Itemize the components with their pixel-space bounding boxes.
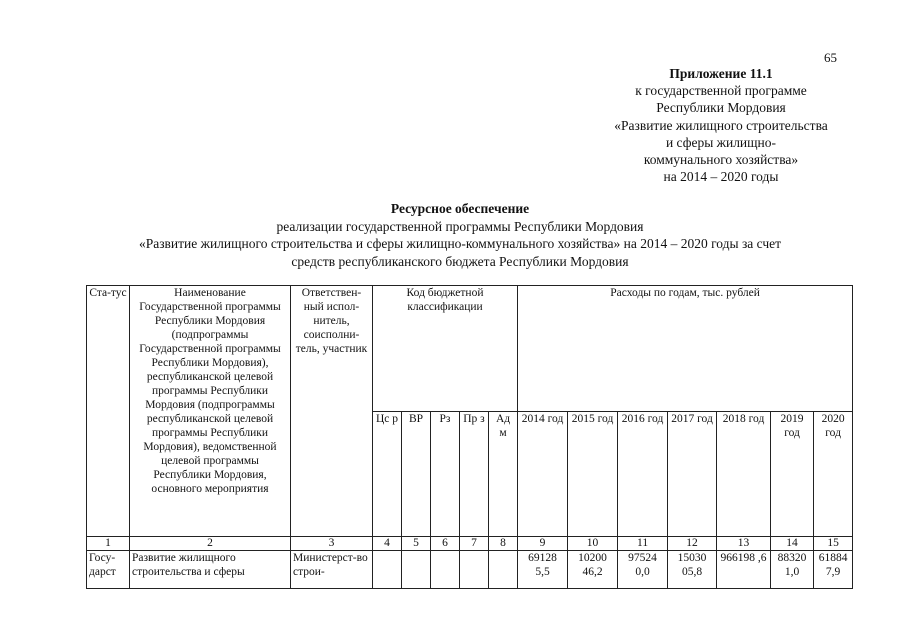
year-2020: 2020 год bbox=[814, 411, 853, 537]
row-code bbox=[373, 551, 402, 589]
document-header bbox=[60, 200, 860, 270]
budget-code-header: Код бюджетной классификации bbox=[373, 286, 518, 412]
column-number: 6 bbox=[431, 537, 460, 551]
appendix-line: коммунального хозяйства» bbox=[643, 152, 799, 168]
year-2015: 2015 год bbox=[568, 411, 618, 537]
col-responsible-header: Ответствен-ный испол-нитель, соисполни-тель, участник bbox=[291, 286, 373, 537]
row-value-2020: 61884 7,9 bbox=[814, 551, 853, 589]
column-number-row bbox=[87, 537, 853, 551]
expenses-header: Расходы по годам, тыс. рублей bbox=[518, 286, 853, 412]
header-line: средств республиканского бюджета Республики Мордовия bbox=[291, 253, 629, 269]
column-number: 10 bbox=[568, 537, 618, 551]
column-number: 5 bbox=[402, 537, 431, 551]
year-2017: 2017 год bbox=[668, 411, 717, 537]
column-number: 7 bbox=[460, 537, 489, 551]
column-number: 3 bbox=[291, 537, 373, 551]
row-responsible: Министерст-во строи- bbox=[291, 551, 373, 589]
code-adm: Ад м bbox=[489, 411, 518, 537]
col-name-header: Наименование Государственной программы Республики Мордовия (подпрограммы Государственной программы Республики Мордовия), республиканской целевой программы Республики Мордовия (подпрограммы республиканской целевой программы Республики Мордовия), ведомственной целевой программы Республики Мордовия, основного мероприятия bbox=[130, 286, 291, 537]
row-value-2019: 88320 1,0 bbox=[771, 551, 814, 589]
row-value-2017: 15030 05,8 bbox=[668, 551, 717, 589]
year-2019: 2019 год bbox=[771, 411, 814, 537]
table-row bbox=[87, 551, 853, 589]
year-2014: 2014 год bbox=[518, 411, 568, 537]
col-status-header: Ста-тус bbox=[87, 286, 130, 537]
appendix-line: и сферы жилищно- bbox=[665, 134, 777, 150]
code-csr: Цс р bbox=[373, 411, 402, 537]
header-line: «Развитие жилищного строительства и сферы жилищно-коммунального хозяйства» на 2014 – 2020 годы за счет bbox=[138, 236, 782, 251]
row-value-2016: 97524 0,0 bbox=[618, 551, 668, 589]
code-prz: Пр з bbox=[460, 411, 489, 537]
year-2016: 2016 год bbox=[618, 411, 668, 537]
appendix-title: Приложение 11.1 bbox=[669, 66, 773, 81]
year-2018: 2018 год bbox=[717, 411, 771, 537]
column-number: 1 bbox=[87, 537, 130, 551]
row-name: Развитие жилищного строительства и сферы bbox=[130, 551, 291, 589]
table-header-row bbox=[87, 286, 853, 412]
page-number: 65 bbox=[824, 50, 837, 65]
column-number: 13 bbox=[717, 537, 771, 551]
row-code bbox=[460, 551, 489, 589]
row-code bbox=[402, 551, 431, 589]
row-code bbox=[431, 551, 460, 589]
appendix-line: «Развитие жилищного строительства bbox=[614, 117, 828, 133]
column-number: 2 bbox=[130, 537, 291, 551]
column-number: 15 bbox=[814, 537, 853, 551]
column-number: 11 bbox=[618, 537, 668, 551]
appendix-line: Республики Мордовия bbox=[656, 100, 786, 116]
code-vr: ВР bbox=[402, 411, 431, 537]
resources-table bbox=[86, 285, 853, 589]
column-number: 14 bbox=[771, 537, 814, 551]
header-line: реализации государственной программы Республики Мордовия bbox=[276, 218, 644, 234]
appendix-line: на 2014 – 2020 годы bbox=[663, 169, 779, 185]
row-value-2015: 10200 46,2 bbox=[568, 551, 618, 589]
appendix-line: к государственной программе bbox=[635, 83, 807, 99]
appendix-block bbox=[568, 65, 874, 185]
code-rz: Рз bbox=[431, 411, 460, 537]
column-number: 8 bbox=[489, 537, 518, 551]
row-code bbox=[489, 551, 518, 589]
column-number: 9 bbox=[518, 537, 568, 551]
row-status: Госу-дарст bbox=[87, 551, 130, 589]
document-title: Ресурсное обеспечение bbox=[390, 201, 530, 216]
row-value-2014: 69128 5,5 bbox=[518, 551, 568, 589]
row-value-2018: 966198 ,6 bbox=[717, 551, 771, 589]
column-number: 12 bbox=[668, 537, 717, 551]
column-number: 4 bbox=[373, 537, 402, 551]
